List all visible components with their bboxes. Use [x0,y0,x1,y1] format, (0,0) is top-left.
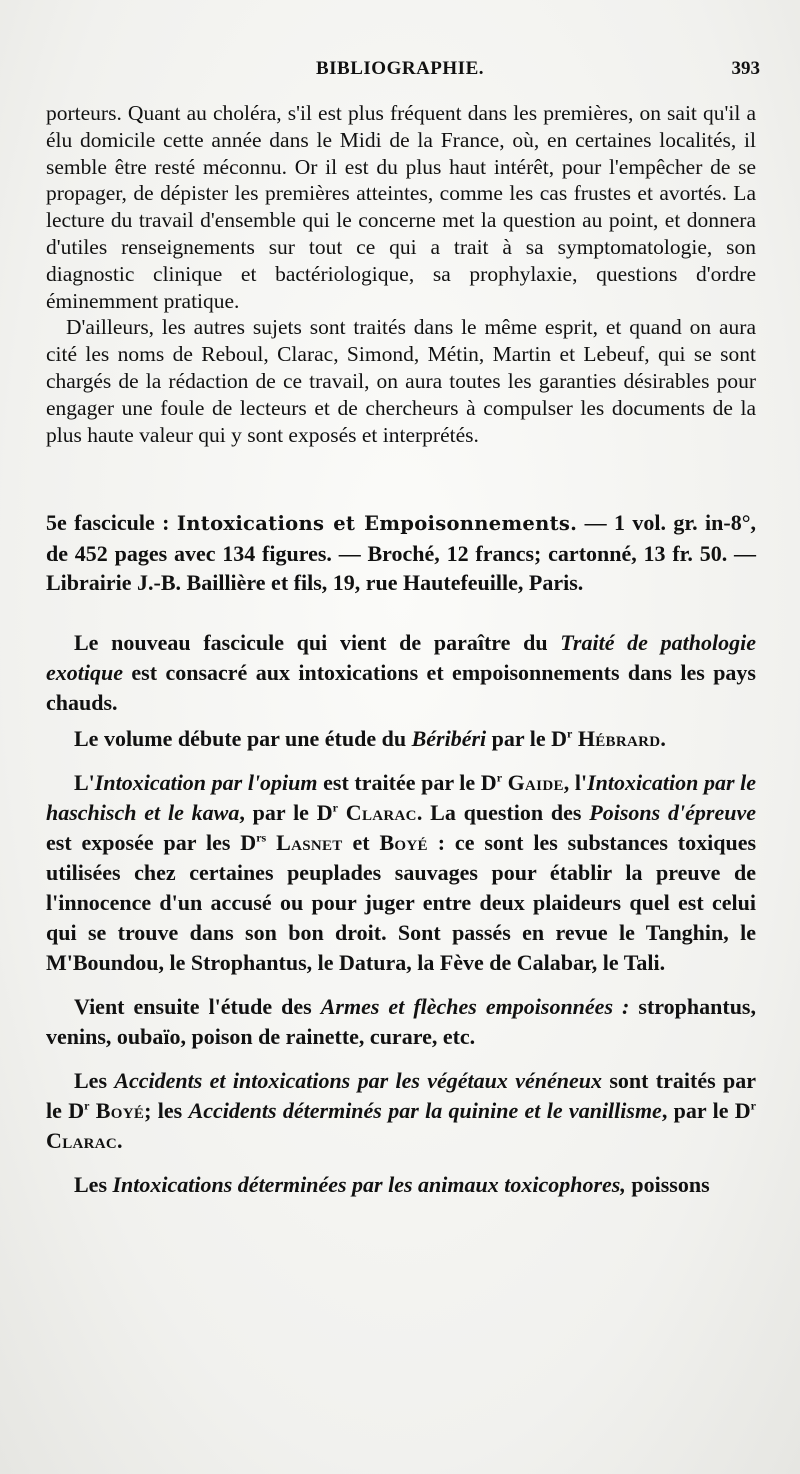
running-header [40,58,760,88]
publication-details: — 1 vol. gr. in-8°, de 452 pages avec 134 figures. — Broché, 12 francs; cartonné, 13 fr. 50. — Librairie J.-B. Baillière et fils, 19, rue Hautefeuille, Paris. [46,510,757,596]
paragraph: Le volume débute par une étude du Béribéri par le $D^r$ Hébrard. [74,725,666,751]
review-continuation [46,100,756,448]
bibliographic-entry [46,508,756,598]
page-body [46,100,756,1200]
paragraph: Les Accidents et intoxications par les végétaux vénéneux sont traités par le $D^r$ Boyé; les Accidents déterminés par la quinine et le vanillisme, par le $D^r$ Clarac. [46,1067,756,1153]
paragraph: porteurs. Quant au choléra, s'il est plus fréquent dans les premières, on sait qu'il a élu domicile cette année dans le Midi de la France, où, en certaines localités, il semble être resté méconnu. Or il est du plus haut intérêt, pour l'empêcher de se propager, de dépister les premières atteintes, comme les cas frustes et avortés. La lecture du travail d'ensemble qui le concerne met la question au point, et donnera d'utiles renseignements sur tout ce qui a trait à sa symptomatologie, son diagnostic clinique et bactériologique, sa prophylaxie, questions d'ordre éminemment pratique. [46,101,756,313]
work-title: Intoxications et Empoisonnements. [176,512,578,536]
paragraph: Le nouveau fascicule qui vient de paraître du Traité de pathologie exotique est consacré aux intoxications et empoisonnements dans les pays chauds. [46,629,756,715]
author-name: Boyé [379,829,428,855]
paragraph: Vient ensuite l'étude des Armes et flèches empoisonnées : strophantus, venins, oubaïo, poison de rainette, curare, etc. [46,993,756,1049]
paragraph: D'ailleurs, les autres sujets sont traités dans le même esprit, et quand on aura cité les noms de Reboul, Clarac, Simond, Métin, Martin et Lebeuf, qui se sont chargés de la rédaction de ce travail, on aura toutes les garanties désirables pour engager une foule de lecteurs et de chercheurs à compulser les documents de la plus haute valeur qui y sont exposés et interprétés. [46,315,756,447]
author-name: Boyé [95,1097,145,1123]
author-name: Gaide [507,769,564,795]
running-title: BIBLIOGRAPHIE. [315,58,484,79]
fascicule-number: 5e fascicule : [46,510,170,536]
author-name: Clarac [345,799,417,825]
author-name: Clarac [46,1127,118,1153]
paragraph: Les Intoxications déterminées par les animaux toxicophores, poissons [74,1171,710,1197]
page-number: 393 [731,58,760,79]
author-name: Lasnet [276,829,343,855]
review-text [46,628,756,1200]
author-name: Hébrard [577,725,661,751]
paragraph: L'Intoxication par l'opium est traitée par le $D^r$ Gaide, l'Intoxication par le haschisch et le kawa, par le $D^r$ Clarac. La question des Poisons d'épreuve est exposée par les $D^{rs}$ Lasnet et Boyé : ce sont les substances toxiques utilisées chez certaines peuplades sauvages pour établir la preuve de l'innocence d'un accusé ou pour juger entre deux plaideurs quel est celui qui se trouve dans son bon droit. Sont passés en revue le Tanghin, le M'Boundou, le Strophantus, le Datura, la Fève de Calabar, le Tali. [46,769,757,975]
